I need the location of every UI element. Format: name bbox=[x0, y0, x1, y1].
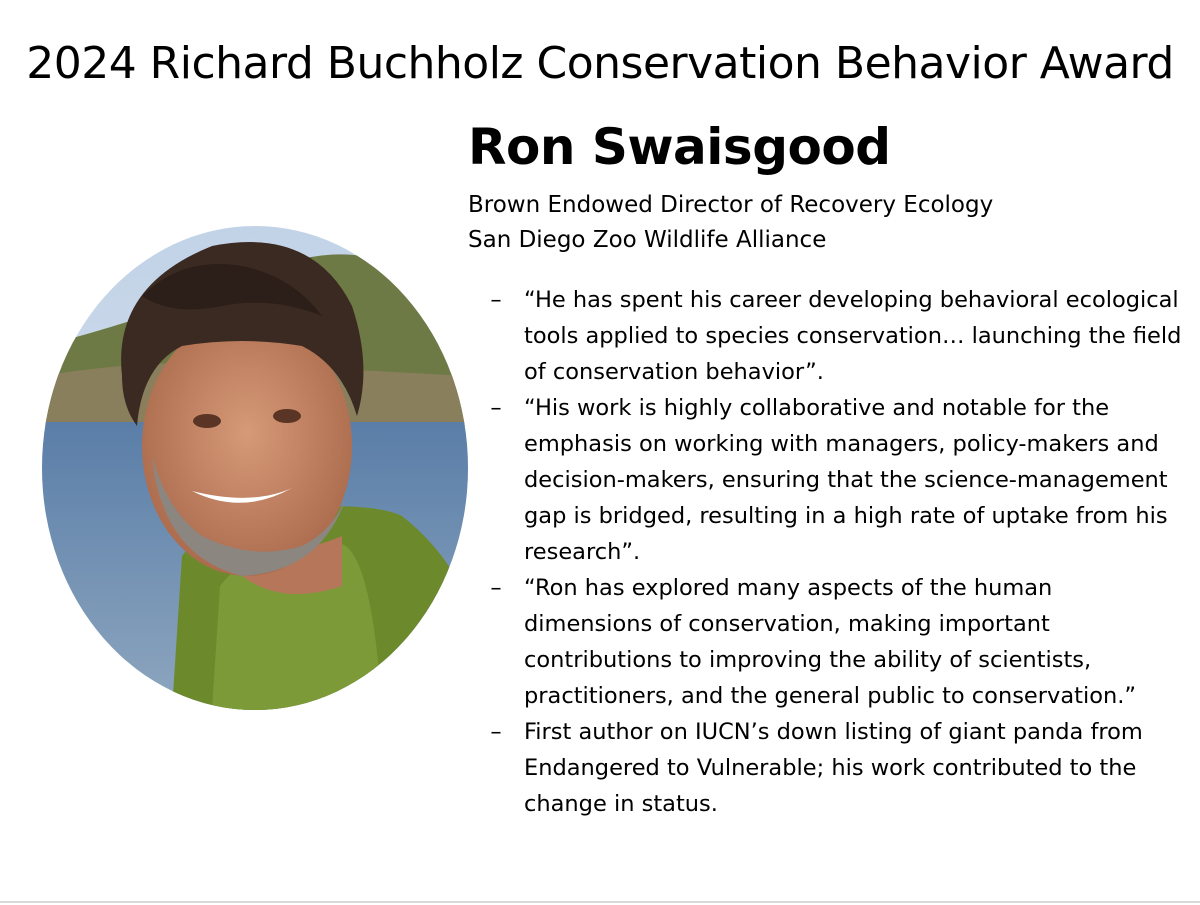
citation-item bbox=[484, 390, 1184, 570]
citation-text: “His work is highly collaborative and notable for the emphasis on working with managers, policy-makers and decision-makers, ensuring that the science-management gap is bridged, resulting in a high rate of uptake from his research”. bbox=[524, 395, 1168, 565]
slide-title: 2024 Richard Buchholz Conservation Behavior Award bbox=[26, 38, 1174, 89]
citation-list bbox=[484, 282, 1184, 822]
awardee-portrait-photo bbox=[42, 226, 468, 710]
citation-text: “He has spent his career developing behavioral ecological tools applied to species conservation… launching the field of conservation behavior”. bbox=[524, 287, 1182, 385]
citation-item bbox=[484, 282, 1184, 390]
citation-text: “Ron has explored many aspects of the human dimensions of conservation, making important contributions to improving the ability of scientists, practitioners, and the general public to conservation.” bbox=[524, 575, 1137, 709]
bullet-dash: – bbox=[490, 575, 502, 601]
citation-item bbox=[484, 714, 1184, 822]
bullet-dash: – bbox=[490, 719, 502, 745]
bullet-dash: – bbox=[490, 287, 502, 313]
bullet-dash: – bbox=[490, 395, 502, 421]
awardee-organization: San Diego Zoo Wildlife Alliance bbox=[468, 227, 827, 253]
citation-item bbox=[484, 570, 1184, 714]
bottom-divider bbox=[0, 901, 1200, 903]
awardee-position: Brown Endowed Director of Recovery Ecology bbox=[468, 192, 994, 218]
portrait-illustration bbox=[42, 226, 468, 710]
awardee-name: Ron Swaisgood bbox=[468, 118, 891, 176]
citation-text: First author on IUCN’s down listing of giant panda from Endangered to Vulnerable; his work contributed to the change in status. bbox=[524, 719, 1143, 817]
